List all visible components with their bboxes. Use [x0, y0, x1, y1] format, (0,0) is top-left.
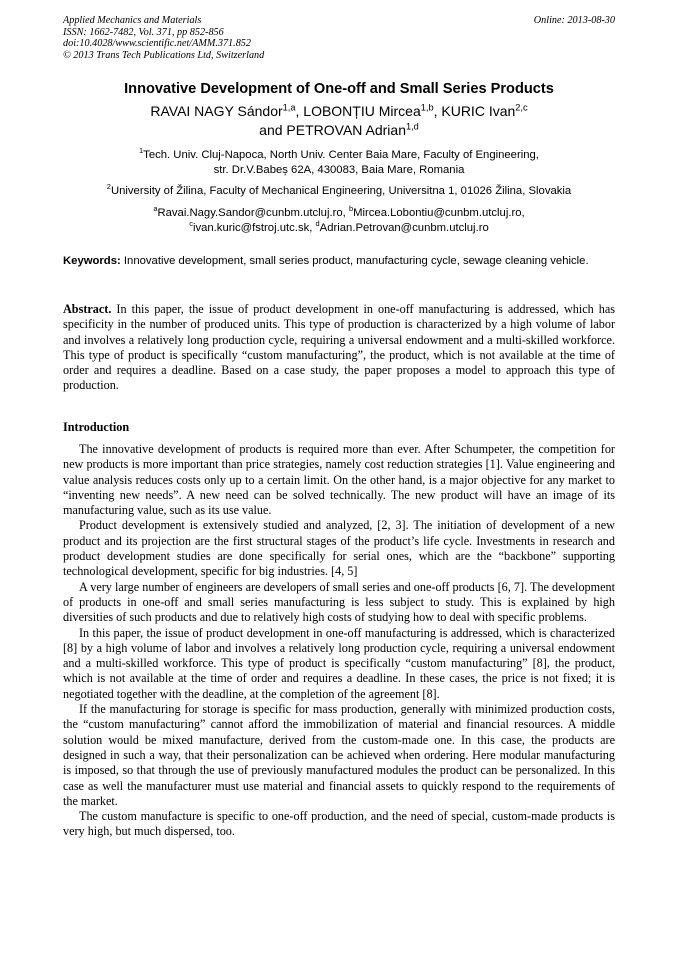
affiliation-mark: 2	[106, 182, 111, 192]
affiliation-text: Tech. Univ. Cluj-Napoca, North Univ. Center Baia Mare, Faculty of Engineering,	[143, 149, 539, 161]
doi-line: doi:10.4028/www.scientific.net/AMM.371.852	[63, 38, 251, 50]
journal-name: Applied Mechanics and Materials	[63, 15, 202, 26]
body-paragraph: The innovative development of products is required more than ever. After Schumpeter, the competition for new products is more important than price strategies, namely cost reduction strategies [1]. Value engineering and value analysis reduces costs only up to a certain limit. On the other hand, is a major objective for any market to “inventing new needs”. A new need can be solved technically. The new product will have an image of its manufacturing value, such as its use value.	[63, 442, 615, 518]
author-emails	[63, 206, 615, 235]
affiliation-2	[63, 184, 615, 199]
author-affiliation-mark: 1,d	[405, 121, 419, 132]
author-conjunction: and	[259, 122, 287, 138]
abstract-block	[63, 302, 615, 394]
keywords-label: Keywords:	[63, 255, 121, 267]
paper-title: Innovative Development of One-off and Small Series Products	[124, 81, 554, 97]
email-address: Mircea.Lobontiu@cunbm.utcluj.ro,	[353, 207, 525, 219]
email-mark: a	[153, 204, 158, 214]
email-address: Adrian.Petrovan@cunbm.utcluj.ro	[319, 221, 489, 234]
author-affiliation-mark: 1,b	[420, 102, 434, 113]
email-mark: d	[315, 218, 320, 228]
keywords-text: Innovative development, small series product, manufacturing cycle, sewage cleaning vehicle.	[120, 255, 589, 267]
affiliation-1	[63, 148, 615, 177]
header-left	[63, 15, 264, 61]
author-affiliation-mark: 1,a	[282, 102, 296, 113]
email-mark: c	[189, 218, 193, 228]
author-affiliation-mark: 2,c	[515, 102, 528, 113]
body-paragraph: If the manufacturing for storage is specific for mass production, generally with minimized production costs, the “custom manufacturing” cannot afford the immobilization of material and financial resources. A middle solution would be mixed manufacture, derived from the custom-made one. In this case, the products are designed in such a way, that their personalization can be achieved when ordering. Here modular manufacturing is imposed, so that through the use of previously manufactured modules the product can be personalized. In this case as well the manufacturer must use material and financial assets to quickly respond to the requirements of the market.	[63, 702, 615, 808]
body-paragraph: The custom manufacture is specific to one-off production, and the need of special, custom-made products is very high, but much dispersed, too.	[63, 809, 615, 839]
author-name: LOBONȚIU Mircea	[303, 103, 421, 119]
online-date: Online: 2013-08-30	[533, 15, 615, 26]
affiliation-mark: 1	[139, 146, 144, 156]
abstract-text: In this paper, the issue of product development in one-off manufacturing is addressed, which has specificity in the number of produced units. This type of production is characterized by a high volume of labor and involves a relatively long production cycle, requiring a universal endowment and a multi-skilled workforce. This type of product is specifically “custom manufacturing”, the product, which is not available at the time of order and requires a deadline. Based on a case study, the paper proposes a model to approach this type of production.	[63, 302, 615, 393]
author-name: PETROVAN Adrian	[286, 122, 406, 138]
introduction-body	[63, 442, 615, 840]
author-name: KURIC Ivan	[441, 103, 516, 119]
author-name: RAVAI NAGY Sándor	[150, 103, 283, 119]
author-list: RAVAI NAGY Sándor$^{1,a}$, LOBONȚIU Mircea$^{1,b}$, KURIC Ivan$^{2,c}$ and PETROVAN Adrian$^{1,d}$	[150, 102, 528, 138]
section-heading-introduction: Introduction	[63, 420, 130, 434]
issn-line: ISSN: 1662-7482, Vol. 371, pp 852-856	[63, 26, 224, 38]
email-address: ivan.kuric@fstroj.utc.sk,	[192, 221, 316, 234]
body-paragraph: A very large number of engineers are developers of small series and one-off products [6, 7]. The development of products in one-off and small series manufacturing is less subject to study. This is explained by high diversities of such products and due to relatively high costs of studying how to deal with specific problems.	[63, 579, 615, 625]
keywords-block	[63, 254, 615, 269]
email-mark: b	[348, 204, 354, 214]
email-address: Ravai.Nagy.Sandor@cunbm.utcluj.ro,	[157, 207, 349, 219]
abstract-label: Abstract.	[63, 302, 112, 316]
body-paragraph: In this paper, the issue of product development in one-off manufacturing is addressed, which is characterized [8] by a high volume of labor and involves a relatively long production cycle, requiring a universal endowment and a multi-skilled workforce. This type of product is specifically “custom manufacturing” [8], the product, which is not available at the time of order and requires a deadline. In these cases, the price is not fixed; it is negotiated together with the deadline, at the completion of the agreement [8].	[63, 625, 615, 701]
body-paragraph: Product development is extensively studied and analyzed, [2, 3]. The initiation of development of a new product and its projection are the first structural stages of the product’s life cycle. Investments in research and product development studies are done specifically for serial ones, which are the “backbone” supporting technological development, specific for big industries. [4, 5]	[63, 518, 615, 579]
affiliation-text: University of Žilina, Faculty of Mechanical Engineering, Universitna 1, 01026 Žilina, Slovakia	[110, 185, 572, 197]
affiliation-text: str. Dr.V.Babeș 62A, 430083, Baia Mare, Romania	[213, 163, 465, 176]
copyright-line: © 2013 Trans Tech Publications Ltd, Switzerland	[63, 49, 265, 61]
